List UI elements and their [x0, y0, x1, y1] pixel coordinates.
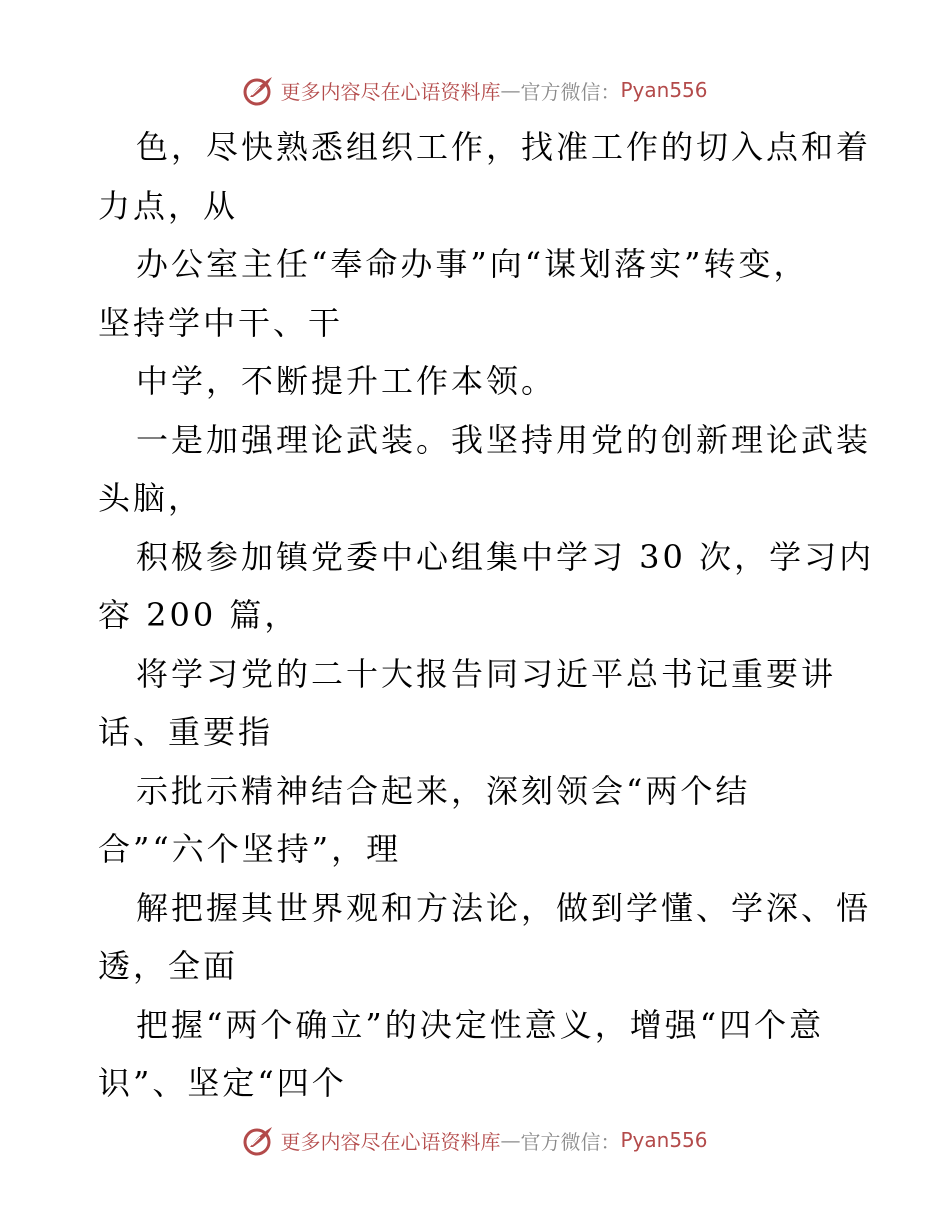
text-line: 头脑， — [98, 479, 204, 517]
header-watermark — [0, 70, 950, 110]
text-line: 示批示精神结合起来，深刻领会“两个结 — [136, 771, 751, 810]
watermark-dash: — — [500, 78, 521, 102]
footer-watermark — [0, 1120, 950, 1160]
text-line: 合”“六个坚持”，理 — [98, 830, 402, 868]
text-line: 坚持学中干、干 — [98, 303, 344, 342]
quill-circle-icon — [242, 1123, 276, 1157]
quill-circle-icon — [242, 73, 276, 107]
text-line: 一是加强理论武装。我坚持用党的创新理论武装 — [136, 420, 872, 459]
watermark-red-text: 更多内容尽在心语资料库 — [280, 79, 501, 104]
document-body — [98, 118, 875, 1113]
text-line: 把握“两个确立”的决定性意义，增强“四个意 — [136, 1005, 825, 1044]
text-line: 积极参加镇党委中心组集中学习 30 次，学习内 — [136, 537, 875, 576]
watermark-gray-text: 官方微信： — [520, 1129, 621, 1154]
watermark-content — [242, 73, 707, 107]
watermark-dash: — — [500, 1128, 521, 1152]
text-line: 办公室主任“奉命办事”向“谋划落实”转变， — [136, 245, 809, 283]
text-line: 容 200 篇， — [98, 596, 300, 634]
text-line: 识”、坚定“四个 — [98, 1064, 347, 1102]
watermark-gray-text: 官方微信： — [520, 79, 621, 104]
text-line: 透，全面 — [98, 947, 239, 985]
watermark-content — [242, 1123, 707, 1157]
text-line: 话、重要指 — [98, 713, 274, 751]
text-line: 将学习党的二十大报告同习近平总书记重要讲 — [136, 654, 837, 693]
text-line: 色，尽快熟悉组织工作，找准工作的切入点和着 — [136, 128, 872, 166]
text-line: 力点，从 — [98, 186, 239, 225]
watermark-wechat-id: Pyan556 — [620, 1128, 708, 1152]
watermark-wechat-id: Pyan556 — [620, 78, 708, 102]
text-line: 解把握其世界观和方法论，做到学懂、学深、悟 — [136, 888, 872, 927]
text-line: 中学，不断提升工作本领。 — [136, 362, 557, 400]
watermark-red-text: 更多内容尽在心语资料库 — [280, 1129, 501, 1154]
